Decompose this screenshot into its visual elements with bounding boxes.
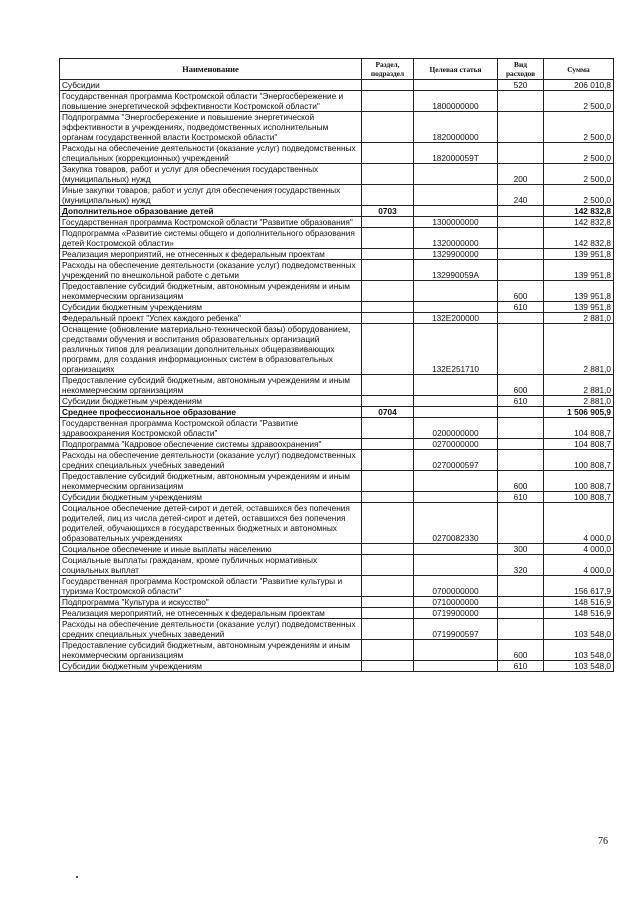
row-type-cell <box>498 439 544 450</box>
row-section-cell <box>362 576 414 597</box>
row-target-cell: 1800000000 <box>414 91 498 112</box>
row-sum-cell: 103 548,0 <box>544 619 614 640</box>
row-sum-cell: 2 881,0 <box>544 324 614 375</box>
row-sum-cell: 4 000,0 <box>544 555 614 576</box>
row-name-cell: Субсидии бюджетным учреждениям <box>60 302 362 313</box>
row-target-cell <box>414 471 498 492</box>
row-section-cell <box>362 281 414 302</box>
row-target-cell: 132990059А <box>414 260 498 281</box>
table-row <box>60 471 614 492</box>
table-row <box>60 302 614 313</box>
row-sum-cell: 1 506 905,9 <box>544 407 614 418</box>
row-name-cell: Реализация мероприятий, не отнесенных к федеральным проектам <box>60 249 362 260</box>
row-target-cell <box>414 206 498 217</box>
row-target-cell <box>414 302 498 313</box>
row-sum-cell: 2 500,0 <box>544 91 614 112</box>
row-name-cell: Субсидии <box>60 80 362 91</box>
row-type-cell <box>498 313 544 324</box>
row-sum-cell: 2 500,0 <box>544 112 614 143</box>
table-row <box>60 661 614 672</box>
table-row <box>60 418 614 439</box>
table-row <box>60 217 614 228</box>
row-target-cell: 0270082330 <box>414 503 498 544</box>
row-sum-cell: 103 548,0 <box>544 661 614 672</box>
row-target-cell: 0719900000 <box>414 608 498 619</box>
row-section-cell <box>362 112 414 143</box>
table-row <box>60 260 614 281</box>
row-type-cell: 240 <box>498 185 544 206</box>
budget-table <box>59 58 614 672</box>
row-type-cell <box>498 249 544 260</box>
row-section-cell <box>362 185 414 206</box>
row-name-cell: Расходы на обеспечение деятельности (оказание услуг) подведомственных учреждений по внешкольной работе с детьми <box>60 260 362 281</box>
row-target-cell <box>414 640 498 661</box>
header-sum: Сумма <box>544 59 614 80</box>
row-type-cell: 300 <box>498 544 544 555</box>
row-target-cell <box>414 555 498 576</box>
header-target-article: Целевая статья <box>414 59 498 80</box>
row-section-cell <box>362 450 414 471</box>
row-type-cell: 600 <box>498 375 544 396</box>
row-sum-cell: 2 881,0 <box>544 375 614 396</box>
table-row <box>60 164 614 185</box>
row-section-cell <box>362 597 414 608</box>
row-sum-cell: 103 548,0 <box>544 640 614 661</box>
row-target-cell: 0700000000 <box>414 576 498 597</box>
row-section-cell <box>362 619 414 640</box>
row-target-cell: 1300000000 <box>414 217 498 228</box>
row-target-cell: 1320000000 <box>414 228 498 249</box>
row-name-cell: Реализация мероприятий, не отнесенных к федеральным проектам <box>60 608 362 619</box>
row-target-cell <box>414 396 498 407</box>
row-section-cell <box>362 80 414 91</box>
row-name-cell: Предоставление субсидий бюджетным, автономным учреждениям и иным некоммерческим организациям <box>60 640 362 661</box>
table-row <box>60 185 614 206</box>
table-row <box>60 619 614 640</box>
row-name-cell: Иные закупки товаров, работ и услуг для обеспечения государственных (муниципальных) нужд <box>60 185 362 206</box>
row-target-cell: 182000059Т <box>414 143 498 164</box>
row-type-cell <box>498 91 544 112</box>
row-sum-cell: 148 516,9 <box>544 608 614 619</box>
row-target-cell <box>414 185 498 206</box>
row-section-cell <box>362 608 414 619</box>
row-target-cell <box>414 164 498 185</box>
row-type-cell: 610 <box>498 492 544 503</box>
row-section-cell <box>362 260 414 281</box>
table-row <box>60 324 614 375</box>
table-body <box>60 80 614 672</box>
table-row <box>60 375 614 396</box>
table-row <box>60 313 614 324</box>
row-sum-cell: 142 832,8 <box>544 228 614 249</box>
row-type-cell <box>498 450 544 471</box>
row-name-cell: Предоставление субсидий бюджетным, автономным учреждениям и иным некоммерческим организациям <box>60 281 362 302</box>
row-name-cell: Подпрограмма "Кадровое обеспечение системы здравоохранения" <box>60 439 362 450</box>
row-type-cell <box>498 597 544 608</box>
row-name-cell: Оснащение (обновление материально-технической базы) оборудованием, средствами обучения и воспитания образовательных организаций различных типов для реализации дополнительных общеразвивающих программ, для создания информационных систем в образовательных организациях <box>60 324 362 375</box>
table-row <box>60 281 614 302</box>
row-target-cell: 0270000597 <box>414 450 498 471</box>
row-type-cell: 610 <box>498 396 544 407</box>
table-row <box>60 544 614 555</box>
row-name-cell: Расходы на обеспечение деятельности (оказание услуг) подведомственных средних специальных учебных заведений <box>60 450 362 471</box>
row-section-cell <box>362 143 414 164</box>
row-name-cell: Субсидии бюджетным учреждениям <box>60 492 362 503</box>
row-sum-cell: 142 832,8 <box>544 217 614 228</box>
row-name-cell: Социальное обеспечение и иные выплаты населению <box>60 544 362 555</box>
row-sum-cell: 139 951,8 <box>544 249 614 260</box>
row-target-cell: 0710000000 <box>414 597 498 608</box>
row-target-cell: 1329900000 <box>414 249 498 260</box>
row-sum-cell: 156 617,9 <box>544 576 614 597</box>
row-sum-cell: 2 500,0 <box>544 143 614 164</box>
row-section-cell <box>362 302 414 313</box>
row-sum-cell: 139 951,8 <box>544 260 614 281</box>
row-name-cell: Предоставление субсидий бюджетным, автономным учреждениям и иным некоммерческим организациям <box>60 375 362 396</box>
page-number: 76 <box>598 836 608 847</box>
table-row <box>60 396 614 407</box>
row-name-cell: Расходы на обеспечение деятельности (оказание услуг) подведомственных средних специальных учебных заведений <box>60 619 362 640</box>
table-row <box>60 555 614 576</box>
row-target-cell: 0719900597 <box>414 619 498 640</box>
row-sum-cell: 4 000,0 <box>544 503 614 544</box>
row-type-cell <box>498 503 544 544</box>
row-type-cell: 600 <box>498 471 544 492</box>
row-type-cell <box>498 619 544 640</box>
row-type-cell: 610 <box>498 302 544 313</box>
row-name-cell: Субсидии бюджетным учреждениям <box>60 661 362 672</box>
row-name-cell: Закупка товаров, работ и услуг для обеспечения государственных (муниципальных) нужд <box>60 164 362 185</box>
row-target-cell <box>414 492 498 503</box>
table-row <box>60 450 614 471</box>
row-section-cell <box>362 439 414 450</box>
row-type-cell: 200 <box>498 164 544 185</box>
row-sum-cell: 148 516,9 <box>544 597 614 608</box>
table-row <box>60 503 614 544</box>
row-target-cell <box>414 407 498 418</box>
row-sum-cell: 104 808,7 <box>544 418 614 439</box>
row-type-cell: 600 <box>498 281 544 302</box>
row-target-cell: 0200000000 <box>414 418 498 439</box>
row-section-cell <box>362 164 414 185</box>
table-row <box>60 407 614 418</box>
table-row <box>60 597 614 608</box>
row-name-cell: Предоставление субсидий бюджетным, автономным учреждениям и иным некоммерческим организациям <box>60 471 362 492</box>
row-type-cell <box>498 228 544 249</box>
row-sum-cell: 2 500,0 <box>544 185 614 206</box>
row-section-cell: 0704 <box>362 407 414 418</box>
table-row <box>60 91 614 112</box>
row-target-cell: 132Е200000 <box>414 313 498 324</box>
row-target-cell <box>414 375 498 396</box>
table-row <box>60 228 614 249</box>
row-sum-cell: 4 000,0 <box>544 544 614 555</box>
row-type-cell <box>498 206 544 217</box>
row-name-cell: Расходы на обеспечение деятельности (оказание услуг) подведомственных специальных (коррекционных) учреждений <box>60 143 362 164</box>
row-type-cell <box>498 217 544 228</box>
row-type-cell: 600 <box>498 640 544 661</box>
row-section-cell <box>362 313 414 324</box>
row-section-cell <box>362 640 414 661</box>
row-name-cell: Подпрограмма "Культура и искусство" <box>60 597 362 608</box>
row-section-cell: 0703 <box>362 206 414 217</box>
row-name-cell: Подпрограмма «Развитие системы общего и дополнительного образования детей Костромской области» <box>60 228 362 249</box>
row-sum-cell: 100 808,7 <box>544 492 614 503</box>
row-name-cell: Государственная программа Костромской области "Развитие образования" <box>60 217 362 228</box>
row-section-cell <box>362 91 414 112</box>
row-name-cell: Государственная программа Костромской области "Развитие здравоохранения Костромской области" <box>60 418 362 439</box>
row-section-cell <box>362 375 414 396</box>
row-target-cell <box>414 281 498 302</box>
row-name-cell: Среднее профессиональное образование <box>60 407 362 418</box>
row-type-cell <box>498 576 544 597</box>
row-name-cell: Социальное обеспечение детей-сирот и детей, оставшихся без попечения родителей, лиц из числа детей-сирот и детей, оставшихся без попечения родителей, обучающихся в государственных бюджетных и автономных образовательных учреждениях <box>60 503 362 544</box>
row-name-cell: Дополнительное образование детей <box>60 206 362 217</box>
row-sum-cell: 100 808,7 <box>544 450 614 471</box>
row-target-cell <box>414 544 498 555</box>
row-target-cell: 1820000000 <box>414 112 498 143</box>
row-type-cell: 320 <box>498 555 544 576</box>
table-row <box>60 112 614 143</box>
row-sum-cell: 104 808,7 <box>544 439 614 450</box>
row-section-cell <box>362 544 414 555</box>
row-type-cell <box>498 143 544 164</box>
scan-artifact-dot <box>76 876 78 878</box>
row-type-cell <box>498 324 544 375</box>
row-sum-cell: 139 951,8 <box>544 281 614 302</box>
row-target-cell <box>414 80 498 91</box>
header-section: Раздел, подраздел <box>362 59 414 80</box>
row-sum-cell: 2 881,0 <box>544 313 614 324</box>
row-sum-cell: 2 500,0 <box>544 164 614 185</box>
header-expense-type: Вид расходов <box>498 59 544 80</box>
table-row <box>60 608 614 619</box>
row-section-cell <box>362 555 414 576</box>
table-row <box>60 143 614 164</box>
row-section-cell <box>362 249 414 260</box>
row-name-cell: Субсидии бюджетным учреждениям <box>60 396 362 407</box>
row-sum-cell: 100 808,7 <box>544 471 614 492</box>
row-type-cell <box>498 112 544 143</box>
row-target-cell: 132Е251710 <box>414 324 498 375</box>
table-header-row <box>60 59 614 80</box>
table-row <box>60 492 614 503</box>
row-type-cell <box>498 608 544 619</box>
row-name-cell: Социальные выплаты гражданам, кроме публичных нормативных социальных выплат <box>60 555 362 576</box>
row-name-cell: Подпрограмма "Энергосбережение и повышение энергетической эффективности в учреждениях, подведомственных исполнительным органам государственной власти Костромской области" <box>60 112 362 143</box>
row-sum-cell: 142 832,8 <box>544 206 614 217</box>
row-sum-cell: 206 010,8 <box>544 80 614 91</box>
row-target-cell <box>414 661 498 672</box>
row-type-cell <box>498 260 544 281</box>
row-type-cell: 520 <box>498 80 544 91</box>
row-section-cell <box>362 661 414 672</box>
row-type-cell: 610 <box>498 661 544 672</box>
row-section-cell <box>362 471 414 492</box>
row-target-cell: 0270000000 <box>414 439 498 450</box>
row-section-cell <box>362 418 414 439</box>
row-sum-cell: 2 881,0 <box>544 396 614 407</box>
table-row <box>60 576 614 597</box>
table-row <box>60 249 614 260</box>
table-row <box>60 206 614 217</box>
row-name-cell: Государственная программа Костромской области "Энергосбережение и повышение энергетической эффективности Костромской области" <box>60 91 362 112</box>
row-name-cell: Государственная программа Костромской области "Развитие культуры и туризма Костромской области" <box>60 576 362 597</box>
table-row <box>60 640 614 661</box>
row-section-cell <box>362 503 414 544</box>
row-section-cell <box>362 492 414 503</box>
row-type-cell <box>498 407 544 418</box>
row-type-cell <box>498 418 544 439</box>
table-row <box>60 80 614 91</box>
row-name-cell: Федеральный проект "Успех каждого ребенка" <box>60 313 362 324</box>
row-section-cell <box>362 228 414 249</box>
row-section-cell <box>362 396 414 407</box>
row-sum-cell: 139 951,8 <box>544 302 614 313</box>
row-section-cell <box>362 217 414 228</box>
header-name: Наименование <box>60 59 362 80</box>
table-row <box>60 439 614 450</box>
row-section-cell <box>362 324 414 375</box>
